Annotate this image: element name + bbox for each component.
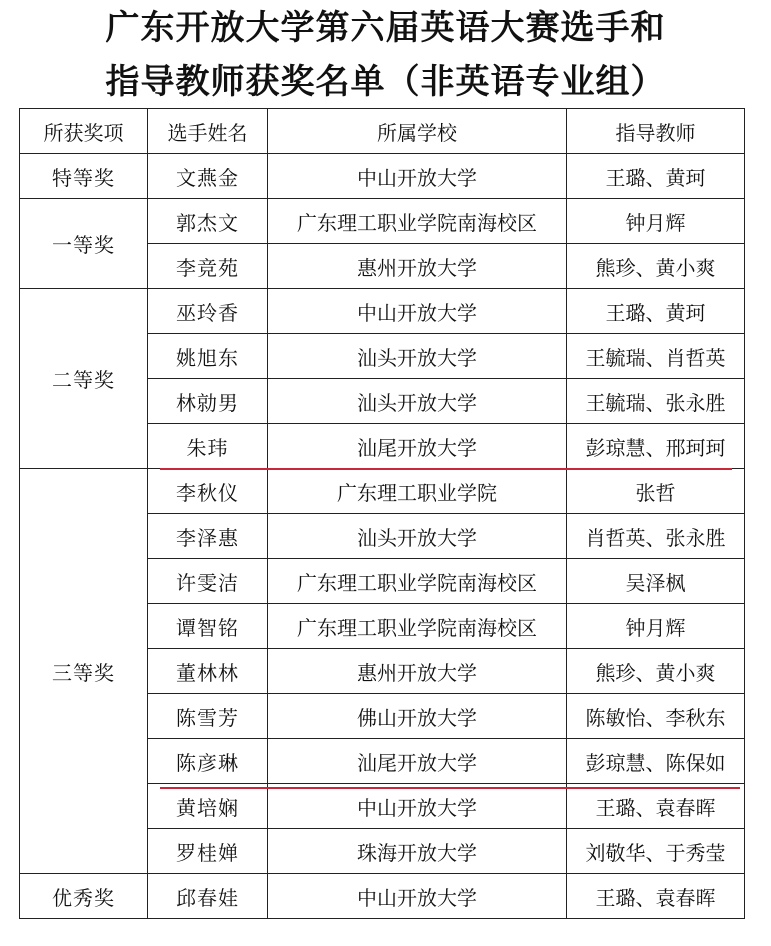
- contestant-name: 朱玮: [148, 424, 268, 469]
- red-underline-mark: [160, 787, 740, 789]
- instructor-names: 彭琼慧、邢珂珂: [567, 424, 745, 469]
- contestant-name: 郭杰文: [148, 199, 268, 244]
- contestant-name: 文燕金: [148, 154, 268, 199]
- school-name: 中山开放大学: [268, 154, 567, 199]
- instructor-names: 肖哲英、张永胜: [567, 514, 745, 559]
- school-name: 佛山开放大学: [268, 694, 567, 739]
- document-title-line-1: 广东开放大学第六届英语大赛选手和: [105, 8, 666, 48]
- school-name: 中山开放大学: [268, 874, 567, 919]
- table-row: [20, 289, 745, 334]
- header-instructor: 指导教师: [567, 109, 745, 154]
- instructor-names: 钟月辉: [567, 604, 745, 649]
- instructor-names: 刘敬华、于秀莹: [567, 829, 745, 874]
- school-name: 惠州开放大学: [268, 649, 567, 694]
- contestant-name: 林勍男: [148, 379, 268, 424]
- award-level-cell: 二等奖: [20, 289, 148, 469]
- header-school: 所属学校: [268, 109, 567, 154]
- school-name: 珠海开放大学: [268, 829, 567, 874]
- school-name: 广东理工职业学院南海校区: [268, 199, 567, 244]
- table-row: [20, 874, 745, 919]
- instructor-names: 钟月辉: [567, 199, 745, 244]
- awards-table: [19, 108, 745, 919]
- contestant-name: 黄培娴: [148, 784, 268, 829]
- instructor-names: 陈敏怡、李秋东: [567, 694, 745, 739]
- school-name: 惠州开放大学: [268, 244, 567, 289]
- instructor-names: 张哲: [567, 469, 745, 514]
- document-title-line-2: 指导教师获奖名单（非英语专业组）: [105, 62, 666, 102]
- contestant-name: 巫玲香: [148, 289, 268, 334]
- school-name: 汕头开放大学: [268, 514, 567, 559]
- red-underline-mark: [160, 468, 732, 470]
- school-name: 汕尾开放大学: [268, 424, 567, 469]
- school-name: 中山开放大学: [268, 784, 567, 829]
- school-name: 汕头开放大学: [268, 334, 567, 379]
- instructor-names: 吴泽枫: [567, 559, 745, 604]
- contestant-name: 陈彦琳: [148, 739, 268, 784]
- contestant-name: 姚旭东: [148, 334, 268, 379]
- school-name: 汕尾开放大学: [268, 739, 567, 784]
- contestant-name: 邱春娃: [148, 874, 268, 919]
- school-name: 中山开放大学: [268, 289, 567, 334]
- award-level-cell: 一等奖: [20, 199, 148, 289]
- contestant-name: 李秋仪: [148, 469, 268, 514]
- school-name: 广东理工职业学院南海校区: [268, 559, 567, 604]
- instructor-names: 熊珍、黄小爽: [567, 244, 745, 289]
- contestant-name: 董林林: [148, 649, 268, 694]
- table-row: [20, 154, 745, 199]
- header-award: 所获奖项: [20, 109, 148, 154]
- award-level-cell: 特等奖: [20, 154, 148, 199]
- table-header-row: [20, 109, 745, 154]
- instructor-names: 王毓瑞、肖哲英: [567, 334, 745, 379]
- award-level-cell: 三等奖: [20, 469, 148, 874]
- contestant-name: 罗桂婵: [148, 829, 268, 874]
- contestant-name: 谭智铭: [148, 604, 268, 649]
- instructor-names: 王璐、袁春晖: [567, 784, 745, 829]
- contestant-name: 李竞苑: [148, 244, 268, 289]
- instructor-names: 王璐、黄珂: [567, 154, 745, 199]
- school-name: 广东理工职业学院: [268, 469, 567, 514]
- award-level-cell: 优秀奖: [20, 874, 148, 919]
- instructor-names: 彭琼慧、陈保如: [567, 739, 745, 784]
- header-contestant-name: 选手姓名: [148, 109, 268, 154]
- contestant-name: 李泽惠: [148, 514, 268, 559]
- school-name: 广东理工职业学院南海校区: [268, 604, 567, 649]
- table-row: [20, 199, 745, 244]
- contestant-name: 许雯洁: [148, 559, 268, 604]
- contestant-name: 陈雪芳: [148, 694, 268, 739]
- school-name: 汕头开放大学: [268, 379, 567, 424]
- table-row: [20, 469, 745, 514]
- instructor-names: 熊珍、黄小爽: [567, 649, 745, 694]
- instructor-names: 王璐、黄珂: [567, 289, 745, 334]
- instructor-names: 王璐、袁春晖: [567, 874, 745, 919]
- instructor-names: 王毓瑞、张永胜: [567, 379, 745, 424]
